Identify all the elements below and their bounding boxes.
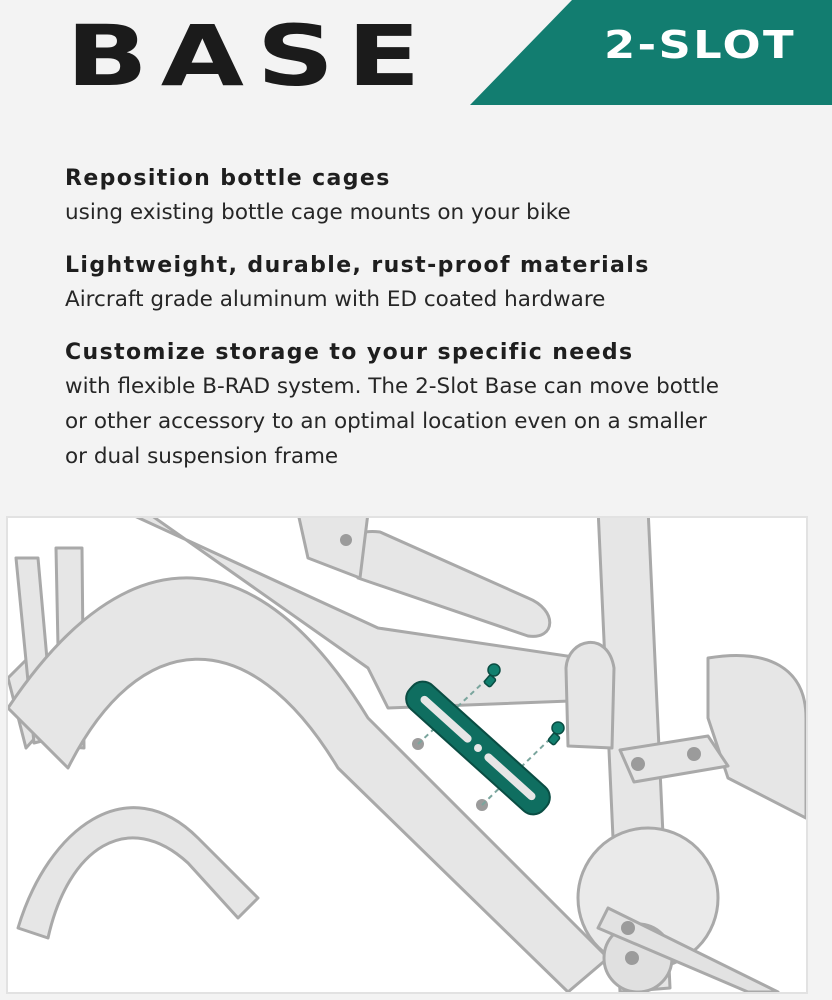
front-arch [18,808,258,938]
pivot-dot [340,534,352,546]
feature-item [65,337,805,474]
bike-illustration [6,516,808,994]
feature-text: Aircraft grade aluminum with ED coated hardware [65,287,606,312]
pivot-dot [625,951,639,965]
rear-shock-body [348,531,550,636]
feature-text: using existing bottle cage mounts on your bike [65,200,571,225]
pivot-dot [621,921,635,935]
rocker-link [566,642,614,748]
feature-text: or other accessory to an optimal location even on a smaller [65,409,707,434]
feature-item [65,250,805,317]
feature-text: or dual suspension frame [65,444,339,469]
feature-heading: Reposition bottle cages [65,166,391,191]
bike-frame-drawing [8,518,806,992]
feature-item [65,163,805,230]
bolt [548,722,564,745]
pivot-dot [631,757,645,771]
feature-heading: Lightweight, durable, rust-proof materials [65,253,650,278]
feature-text: with flexible B-RAD system. The 2-Slot Base can move bottle [65,374,719,399]
rear-shock-eye [298,518,368,578]
page-title: BASE [66,7,434,105]
seat-stay [708,656,806,819]
pivot-dot [687,747,701,761]
feature-heading: Customize storage to your specific needs [65,340,634,365]
tag-label: 2-SLOT [604,23,796,67]
feature-list [65,163,805,494]
